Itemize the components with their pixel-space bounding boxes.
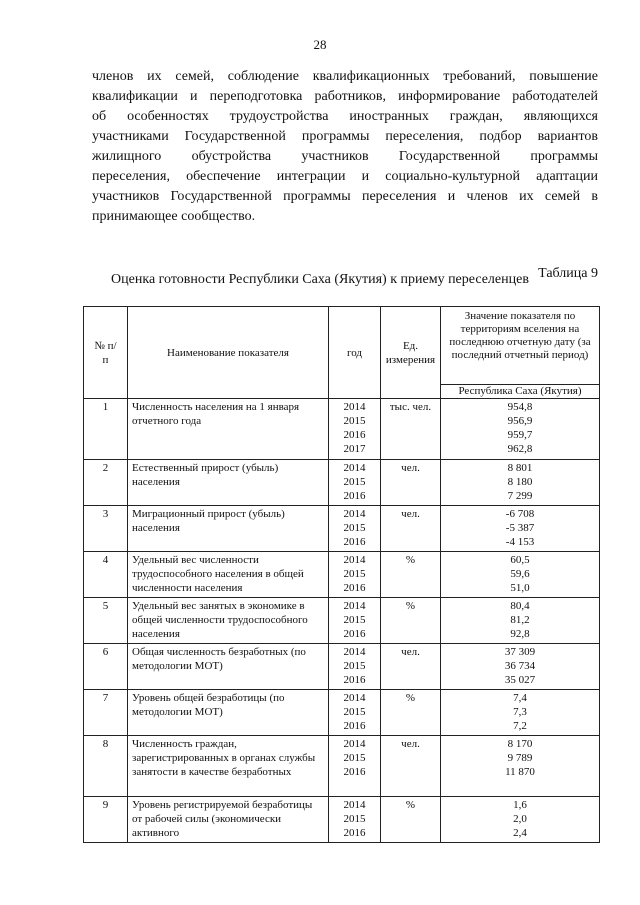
paragraph-line: переселения, обеспечение интеграции и социально-культурной адаптации [92, 169, 598, 184]
indicator-value: 51,0 [510, 582, 530, 594]
indicator-value: 7 299 [507, 490, 533, 502]
unit-of-measure: % [381, 552, 441, 598]
row-number: 2 [84, 460, 128, 506]
indicators-table [83, 306, 600, 843]
year-value: 2017 [343, 443, 366, 455]
table-row [84, 598, 600, 644]
year-value: 2016 [343, 674, 366, 686]
year-value: 2016 [343, 827, 366, 839]
indicator-value: 92,8 [510, 628, 530, 640]
indicator-value: 7,3 [513, 706, 527, 718]
indicator-name: Общая численность безработных (по методологии МОТ) [128, 644, 329, 690]
table-row [84, 736, 600, 797]
row-values [441, 399, 600, 460]
row-values [441, 644, 600, 690]
indicator-value: 35 027 [504, 674, 536, 686]
indicator-value: 37 309 [504, 646, 536, 658]
indicator-value: 9 789 [507, 752, 533, 764]
table-caption: Таблица 9 [538, 266, 598, 281]
row-years [329, 690, 381, 736]
row-number: 9 [84, 797, 128, 843]
paragraph-line: принимающее сообщество. [92, 209, 256, 224]
row-number: 5 [84, 598, 128, 644]
indicator-name: Уровень регистрируемой безработицы от рабочей силы (экономически активного [128, 797, 329, 843]
page-number: 28 [313, 37, 327, 52]
header-region: Республика Саха (Якутия) [441, 385, 600, 399]
table-row [84, 460, 600, 506]
indicator-value: 36 734 [504, 660, 536, 672]
indicator-value: 8 801 [507, 462, 533, 474]
indicator-name: Удельный вес численности трудоспособного населения в общей численности населения [128, 552, 329, 598]
header-name: Наименование показателя [128, 307, 329, 399]
indicator-value: 2,0 [513, 813, 527, 825]
indicator-value: 8 180 [507, 476, 533, 488]
indicator-name: Численность населения на 1 января отчетного года [128, 399, 329, 460]
year-value: 2014 [343, 600, 366, 612]
unit-of-measure: % [381, 598, 441, 644]
indicator-value: 962,8 [507, 443, 533, 455]
year-value: 2014 [343, 799, 366, 811]
year-value: 2016 [343, 429, 366, 441]
indicator-value: 2,4 [513, 827, 527, 839]
table-row [84, 506, 600, 552]
row-values [441, 736, 600, 797]
paragraph-line: квалификации и переподготовка работников, информирование работодателей [92, 89, 598, 104]
unit-of-measure: % [381, 797, 441, 843]
year-value: 2015 [343, 568, 366, 580]
indicator-name: Численность граждан, зарегистрированных в органах службы занятости в качестве безработных [128, 736, 329, 797]
indicator-value: 1,6 [513, 799, 527, 811]
row-years [329, 736, 381, 797]
indicator-value: 59,6 [510, 568, 530, 580]
year-value: 2016 [343, 490, 366, 502]
indicator-value: 11 870 [505, 766, 535, 778]
year-value: 2014 [343, 692, 366, 704]
year-value: 2015 [343, 415, 366, 427]
table-row [84, 644, 600, 690]
row-values [441, 598, 600, 644]
indicator-value: 81,2 [510, 614, 530, 626]
header-unit: Ед. измерения [381, 307, 441, 399]
body-paragraph [92, 67, 598, 227]
table-row [84, 399, 600, 460]
year-value: 2014 [343, 554, 366, 566]
paragraph-line: участников Государственной программы переселения и членов их семей в [92, 189, 598, 204]
unit-of-measure: чел. [381, 736, 441, 797]
row-values [441, 460, 600, 506]
year-value: 2016 [343, 582, 366, 594]
paragraph-line: членов их семей, соблюдение квалификационных требований, повышение [92, 69, 598, 84]
indicator-value: -5 387 [505, 522, 535, 534]
table-title: Оценка готовности Республики Саха (Якутия) к приему переселенцев [111, 272, 529, 287]
year-value: 2015 [343, 660, 366, 672]
row-years [329, 598, 381, 644]
indicator-value: 60,5 [510, 554, 530, 566]
row-number: 4 [84, 552, 128, 598]
year-value: 2014 [343, 401, 366, 413]
indicator-value: 80,4 [510, 600, 530, 612]
unit-of-measure: чел. [381, 460, 441, 506]
year-value: 2015 [343, 476, 366, 488]
year-value: 2016 [343, 628, 366, 640]
indicator-name: Удельный вес занятых в экономике в общей численности трудоспособного населения [128, 598, 329, 644]
row-number: 1 [84, 399, 128, 460]
indicator-name: Естественный прирост (убыль) населения [128, 460, 329, 506]
year-value: 2016 [343, 536, 366, 548]
header-year: год [329, 307, 381, 399]
unit-of-measure: тыс. чел. [381, 399, 441, 460]
row-years [329, 797, 381, 843]
year-value: 2014 [343, 508, 366, 520]
year-value: 2015 [343, 522, 366, 534]
year-value: 2015 [343, 614, 366, 626]
row-values [441, 552, 600, 598]
indicator-value: -6 708 [505, 508, 535, 520]
unit-of-measure: чел. [381, 506, 441, 552]
indicator-value: 956,9 [507, 415, 533, 427]
indicator-value: 8 170 [507, 738, 533, 750]
row-number: 3 [84, 506, 128, 552]
year-value: 2014 [343, 646, 366, 658]
row-number: 8 [84, 736, 128, 797]
row-number: 7 [84, 690, 128, 736]
indicator-value: -4 153 [505, 536, 535, 548]
indicator-name: Уровень общей безработицы (по методологии МОТ) [128, 690, 329, 736]
row-years [329, 552, 381, 598]
table-row [84, 797, 600, 843]
table-body [84, 399, 600, 843]
table-row [84, 552, 600, 598]
row-number: 6 [84, 644, 128, 690]
indicator-name: Миграционный прирост (убыль) населения [128, 506, 329, 552]
year-value: 2014 [343, 738, 366, 750]
indicator-value: 7,2 [513, 720, 527, 732]
row-values [441, 797, 600, 843]
row-years [329, 506, 381, 552]
unit-of-measure: чел. [381, 644, 441, 690]
year-value: 2015 [343, 813, 366, 825]
paragraph-line: участниками Государственной программы переселения, подбор вариантов [92, 129, 598, 144]
paragraph-line: жилищного обустройства участников Государственной программы [92, 149, 598, 164]
header-num: № п/п [84, 307, 128, 399]
row-years [329, 644, 381, 690]
paragraph-line: об особенностях трудоустройства иностранных граждан, являющихся [92, 109, 598, 124]
indicator-value: 954,8 [507, 401, 533, 413]
year-value: 2016 [343, 720, 366, 732]
year-value: 2014 [343, 462, 366, 474]
year-value: 2015 [343, 752, 366, 764]
row-values [441, 690, 600, 736]
row-years [329, 460, 381, 506]
row-years [329, 399, 381, 460]
year-value: 2015 [343, 706, 366, 718]
row-values [441, 506, 600, 552]
table-row [84, 690, 600, 736]
year-value: 2016 [343, 766, 366, 778]
header-value: Значение показателя по территориям вселения на последнюю отчетную дату (за последний отчетный период) [441, 307, 600, 385]
indicator-value: 959,7 [507, 429, 533, 441]
unit-of-measure: % [381, 690, 441, 736]
indicator-value: 7,4 [513, 692, 527, 704]
